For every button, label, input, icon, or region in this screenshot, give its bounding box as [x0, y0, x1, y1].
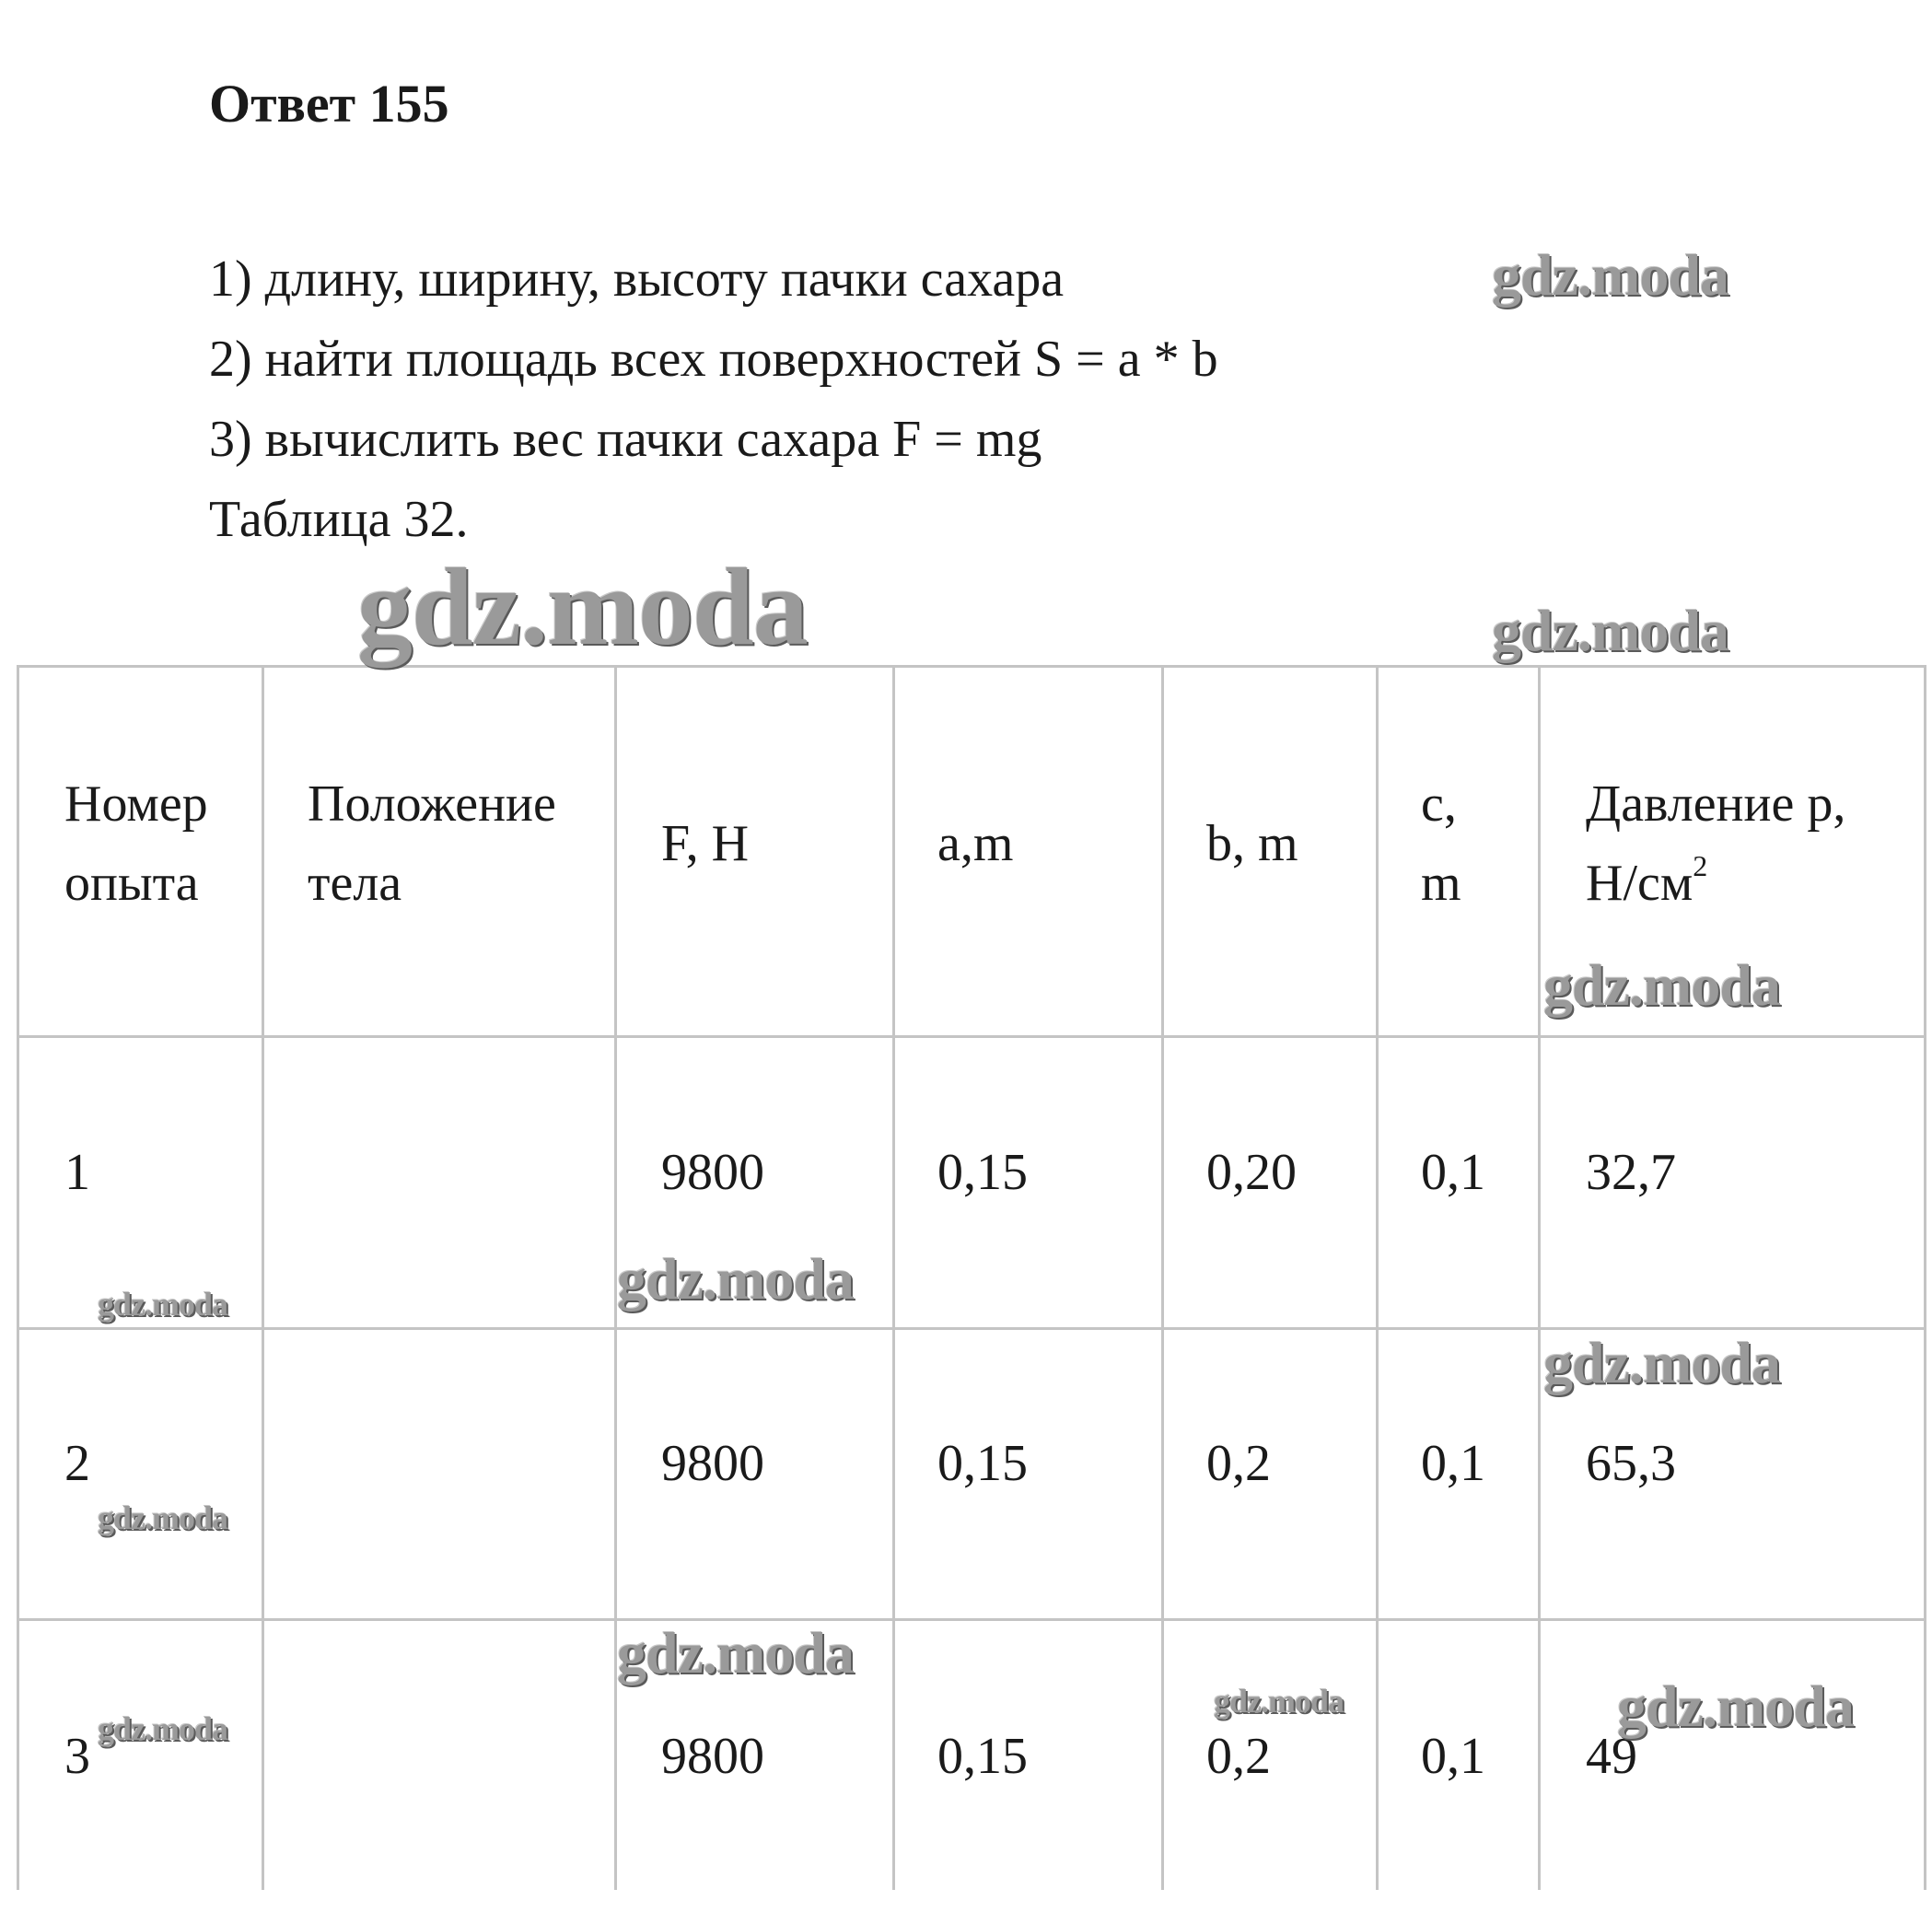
row1-pressure: 32,7 [1586, 1144, 1676, 1201]
row2-a: 0,15 [937, 1435, 1028, 1492]
header-a: a,m [937, 815, 1014, 872]
watermark: gdz.moda [357, 545, 808, 668]
table-col-divider [1538, 665, 1541, 1890]
watermark: gdz.moda [98, 1710, 228, 1747]
row1-number: 1 [64, 1144, 90, 1201]
table-col-divider [17, 665, 19, 1890]
watermark: gdz.moda [1492, 598, 1728, 663]
page-title: Ответ 155 [209, 74, 449, 134]
row3-a: 0,15 [937, 1728, 1028, 1785]
step-2: 2) найти площадь всех поверхностей S = a * b [209, 331, 1218, 388]
row1-a: 0,15 [937, 1144, 1028, 1201]
row3-c: 0,1 [1421, 1728, 1485, 1785]
header-pressure-line2 [1586, 844, 1707, 923]
header-position-line2: тела [308, 855, 402, 912]
row1-force: 9800 [661, 1144, 764, 1201]
row1-b: 0,20 [1206, 1144, 1297, 1201]
table-caption: Таблица 32. [209, 491, 469, 548]
watermark: gdz.moda [1214, 1683, 1344, 1720]
table-border-top [17, 665, 1926, 668]
row2-force: 9800 [661, 1435, 764, 1492]
table-border-right [1924, 665, 1926, 1890]
watermark: gdz.moda [1617, 1673, 1854, 1739]
watermark: gdz.moda [617, 1620, 854, 1685]
header-pressure-exponent: 2 [1693, 849, 1708, 883]
watermark: gdz.moda [98, 1286, 228, 1323]
row3-number: 3 [64, 1728, 90, 1785]
row2-b: 0,2 [1206, 1435, 1271, 1492]
header-c-line1: c, [1421, 775, 1457, 833]
row2-c: 0,1 [1421, 1435, 1485, 1492]
header-number-line2: опыта [64, 855, 199, 912]
header-b: b, m [1206, 815, 1298, 872]
watermark: gdz.moda [1543, 952, 1780, 1018]
row2-pressure: 65,3 [1586, 1435, 1676, 1492]
header-force: F, H [661, 815, 750, 872]
step-3: 3) вычислить вес пачки сахара F = mg [209, 411, 1042, 468]
watermark: gdz.moda [98, 1499, 228, 1536]
row3-b: 0,2 [1206, 1728, 1271, 1785]
table-col-divider [1376, 665, 1379, 1890]
header-position-line1: Положение [308, 775, 556, 833]
table-col-divider [892, 665, 895, 1890]
table-row-divider [17, 1035, 1926, 1038]
watermark: gdz.moda [617, 1246, 854, 1312]
watermark: gdz.moda [1543, 1330, 1780, 1395]
header-pressure-line1: Давление p, [1586, 775, 1846, 833]
header-number-line1: Номер [64, 775, 208, 833]
table-row-divider [17, 1618, 1926, 1621]
row2-number: 2 [64, 1435, 90, 1492]
row1-c: 0,1 [1421, 1144, 1485, 1201]
row3-pressure: 49 [1586, 1728, 1637, 1785]
header-c-line2: m [1421, 855, 1461, 912]
table-col-divider [1161, 665, 1164, 1890]
watermark: gdz.moda [1492, 242, 1728, 308]
step-1: 1) длину, ширину, высоту пачки сахара [209, 251, 1065, 308]
header-pressure-unit: H/см [1586, 855, 1693, 912]
row3-force: 9800 [661, 1728, 764, 1785]
table-col-divider [262, 665, 264, 1890]
